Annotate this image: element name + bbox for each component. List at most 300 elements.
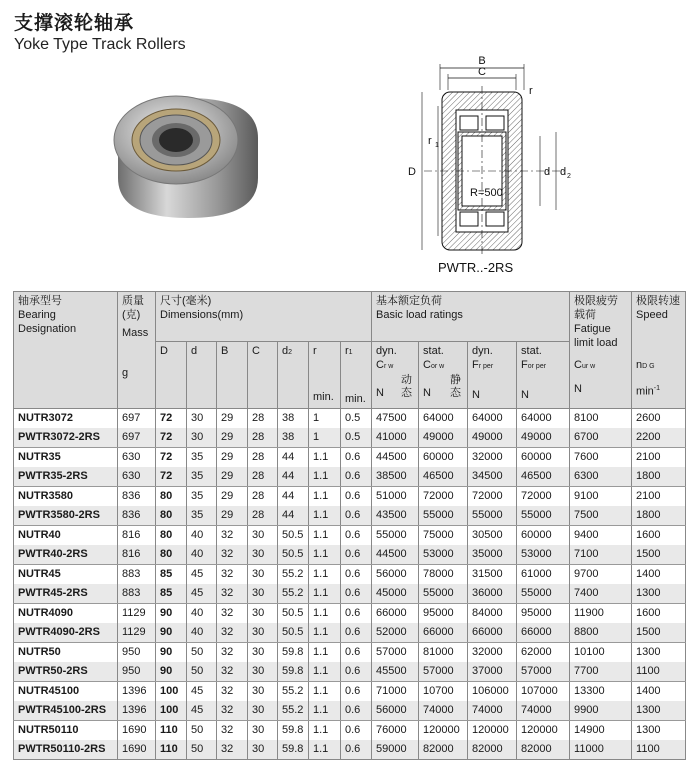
table-row <box>14 701 686 721</box>
table-cell: 7100 <box>570 545 632 565</box>
table-cell: 55.2 <box>278 682 309 702</box>
table-cell: 82000 <box>419 740 468 760</box>
table-cell: PWTR50-2RS <box>14 662 118 682</box>
table-cell: 9700 <box>570 565 632 585</box>
table-cell: 836 <box>118 487 156 507</box>
table-cell: 46500 <box>517 467 570 487</box>
table-cell: 50.5 <box>278 604 309 624</box>
table-cell: 0.6 <box>341 643 372 663</box>
table-cell: 74000 <box>517 701 570 721</box>
table-cell: 52000 <box>372 623 419 643</box>
col-fatigue: 极限疲劳 载荷 Fatigue limit load Cur w N <box>570 292 632 409</box>
table-cell: 9100 <box>570 487 632 507</box>
svg-text:B: B <box>478 55 486 67</box>
table-cell: 80 <box>156 526 187 546</box>
table-cell: 2100 <box>632 448 686 468</box>
svg-text:1: 1 <box>435 142 439 149</box>
table-cell: 120000 <box>468 721 517 741</box>
table-cell: 32000 <box>468 643 517 663</box>
table-cell: 32 <box>217 584 248 604</box>
table-cell: 80 <box>156 545 187 565</box>
table-cell: 57000 <box>372 643 419 663</box>
table-cell: 31500 <box>468 565 517 585</box>
table-cell: NUTR4090 <box>14 604 118 624</box>
table-cell: 0.6 <box>341 565 372 585</box>
diagram-caption: PWTR..-2RS <box>438 260 514 275</box>
table-cell: 50.5 <box>278 545 309 565</box>
table-cell: 66000 <box>419 623 468 643</box>
table-cell: 30 <box>248 545 278 565</box>
table-cell: 44 <box>278 487 309 507</box>
table-cell: 45500 <box>372 662 419 682</box>
table-cell: 59.8 <box>278 643 309 663</box>
table-cell: 8100 <box>570 409 632 429</box>
table-cell: 59.8 <box>278 721 309 741</box>
table-cell: 90 <box>156 662 187 682</box>
table-cell: 60000 <box>419 448 468 468</box>
table-cell: 1.1 <box>309 740 341 760</box>
table-cell: 30 <box>248 604 278 624</box>
table-cell: 7600 <box>570 448 632 468</box>
table-cell: 55000 <box>517 506 570 526</box>
table-cell: 1600 <box>632 526 686 546</box>
table-cell: 82000 <box>517 740 570 760</box>
table-cell: 28 <box>248 448 278 468</box>
table-cell: 50.5 <box>278 623 309 643</box>
table-cell: 0.6 <box>341 662 372 682</box>
table-cell: 950 <box>118 662 156 682</box>
table-cell: 0.6 <box>341 721 372 741</box>
table-cell: 14900 <box>570 721 632 741</box>
table-row <box>14 526 686 546</box>
table-cell: 1400 <box>632 565 686 585</box>
table-cell: 110 <box>156 740 187 760</box>
table-cell: 1690 <box>118 740 156 760</box>
table-cell: 100 <box>156 682 187 702</box>
table-cell: 0.6 <box>341 526 372 546</box>
table-cell: 35 <box>187 448 217 468</box>
table-cell: 40 <box>187 526 217 546</box>
table-cell: 30 <box>248 565 278 585</box>
table-cell: 28 <box>248 487 278 507</box>
col-crw: dyn. Cr w 动 N 态 <box>372 342 419 409</box>
table-cell: 59000 <box>372 740 419 760</box>
table-cell: 32 <box>217 721 248 741</box>
table-cell: 61000 <box>517 565 570 585</box>
table-cell: 45 <box>187 701 217 721</box>
table-cell: 40 <box>187 545 217 565</box>
table-cell: 55000 <box>372 526 419 546</box>
table-cell: 85 <box>156 565 187 585</box>
table-cell: 2200 <box>632 428 686 448</box>
table-cell: 74000 <box>468 701 517 721</box>
col-speed: 极限转速 Speed nD G $\min^{-1}$ <box>632 292 686 409</box>
table-cell: 29 <box>217 467 248 487</box>
table-cell: 32 <box>217 701 248 721</box>
table-cell: 28 <box>248 428 278 448</box>
table-cell: 44500 <box>372 545 419 565</box>
table-cell: 35 <box>187 467 217 487</box>
table-cell: 1.1 <box>309 448 341 468</box>
table-cell: 1 <box>309 409 341 429</box>
table-cell: 816 <box>118 545 156 565</box>
table-cell: 30500 <box>468 526 517 546</box>
table-cell: 72 <box>156 409 187 429</box>
table-row <box>14 721 686 741</box>
table-cell: 29 <box>217 409 248 429</box>
table-cell: 30 <box>248 623 278 643</box>
table-cell: 1.1 <box>309 526 341 546</box>
table-cell: 44 <box>278 467 309 487</box>
table-cell: 72000 <box>468 487 517 507</box>
table-cell: 2600 <box>632 409 686 429</box>
col-d2: d2 <box>278 342 309 409</box>
table-cell: 1.1 <box>309 662 341 682</box>
table-cell: 1129 <box>118 604 156 624</box>
table-cell: PWTR4090-2RS <box>14 623 118 643</box>
table-cell: 30 <box>187 428 217 448</box>
table-row <box>14 584 686 604</box>
col-D: D <box>156 342 187 409</box>
table-cell: 90 <box>156 643 187 663</box>
col-frper: dyn. Fr per N <box>468 342 517 409</box>
table-cell: 55000 <box>468 506 517 526</box>
table-cell: 82000 <box>468 740 517 760</box>
table-cell: 38 <box>278 409 309 429</box>
table-cell: 45 <box>187 565 217 585</box>
table-cell: 1500 <box>632 545 686 565</box>
col-r1: r1 min. <box>341 342 372 409</box>
table-cell: 81000 <box>419 643 468 663</box>
col-corw: stat. Cor w 静 N 态 <box>419 342 468 409</box>
table-cell: 1.1 <box>309 545 341 565</box>
table-cell: 64000 <box>419 409 468 429</box>
table-cell: 50 <box>187 740 217 760</box>
table-cell: 106000 <box>468 682 517 702</box>
table-cell: 59.8 <box>278 662 309 682</box>
table-cell: 72 <box>156 467 187 487</box>
table-cell: 35 <box>187 506 217 526</box>
table-cell: 28 <box>248 506 278 526</box>
table-cell: NUTR3072 <box>14 409 118 429</box>
table-cell: 28 <box>248 467 278 487</box>
table-cell: 11000 <box>570 740 632 760</box>
table-cell: 100 <box>156 701 187 721</box>
table-cell: NUTR50110 <box>14 721 118 741</box>
table-cell: 32000 <box>468 448 517 468</box>
table-cell: 630 <box>118 467 156 487</box>
table-cell: 0.6 <box>341 584 372 604</box>
table-cell: 66000 <box>372 604 419 624</box>
table-cell: 40 <box>187 623 217 643</box>
table-cell: 50 <box>187 643 217 663</box>
svg-text:D: D <box>408 166 416 178</box>
table-cell: 28 <box>248 409 278 429</box>
table-cell: 32 <box>217 682 248 702</box>
table-cell: 30 <box>248 740 278 760</box>
table-cell: 37000 <box>468 662 517 682</box>
table-row <box>14 662 686 682</box>
table-cell: NUTR40 <box>14 526 118 546</box>
table-cell: 56000 <box>372 701 419 721</box>
table-cell: 8800 <box>570 623 632 643</box>
table-cell: PWTR40-2RS <box>14 545 118 565</box>
table-cell: 55000 <box>419 506 468 526</box>
svg-text:r: r <box>428 135 432 147</box>
table-cell: 72 <box>156 448 187 468</box>
table-cell: 60000 <box>517 448 570 468</box>
table-cell: 32 <box>217 740 248 760</box>
table-cell: 1.1 <box>309 604 341 624</box>
table-cell: 45 <box>187 584 217 604</box>
table-cell: 38 <box>278 428 309 448</box>
table-cell: NUTR45100 <box>14 682 118 702</box>
table-cell: 66000 <box>468 623 517 643</box>
svg-text:R=500: R=500 <box>470 187 503 199</box>
table-cell: 11900 <box>570 604 632 624</box>
table-cell: 0.6 <box>341 487 372 507</box>
table-row <box>14 682 686 702</box>
cross-section-diagram <box>404 50 594 260</box>
table-cell: 1400 <box>632 682 686 702</box>
table-cell: 6300 <box>570 467 632 487</box>
table-cell: 36000 <box>468 584 517 604</box>
table-cell: 0.5 <box>341 428 372 448</box>
table-cell: 107000 <box>517 682 570 702</box>
table-cell: 697 <box>118 428 156 448</box>
table-cell: 35000 <box>468 545 517 565</box>
col-d: d <box>187 342 217 409</box>
table-cell: 0.6 <box>341 467 372 487</box>
table-cell: 55.2 <box>278 565 309 585</box>
table-cell: 38500 <box>372 467 419 487</box>
svg-text:d: d <box>560 166 567 178</box>
table-cell: NUTR45 <box>14 565 118 585</box>
table-cell: 56000 <box>372 565 419 585</box>
table-row <box>14 604 686 624</box>
table-cell: 950 <box>118 643 156 663</box>
table-cell: 0.6 <box>341 740 372 760</box>
table-cell: 55000 <box>517 584 570 604</box>
table-cell: 120000 <box>517 721 570 741</box>
svg-text:2: 2 <box>567 173 571 180</box>
table-cell: PWTR35-2RS <box>14 467 118 487</box>
table-cell: 44500 <box>372 448 419 468</box>
table-cell: 1.1 <box>309 467 341 487</box>
table-cell: 57000 <box>419 662 468 682</box>
table-cell: 51000 <box>372 487 419 507</box>
table-cell: 64000 <box>468 409 517 429</box>
table-cell: 1.1 <box>309 682 341 702</box>
table-row <box>14 467 686 487</box>
table-cell: 30 <box>248 662 278 682</box>
table-cell: 30 <box>187 409 217 429</box>
table-cell: 13300 <box>570 682 632 702</box>
table-row <box>14 623 686 643</box>
table-cell: 1 <box>309 428 341 448</box>
table-cell: 45000 <box>372 584 419 604</box>
col-designation: 轴承型号 Bearing Designation <box>14 292 118 409</box>
table-cell: 34500 <box>468 467 517 487</box>
table-cell: 57000 <box>517 662 570 682</box>
table-cell: 7700 <box>570 662 632 682</box>
table-cell: 1300 <box>632 584 686 604</box>
table-cell: 883 <box>118 565 156 585</box>
table-cell: NUTR3580 <box>14 487 118 507</box>
table-cell: 32 <box>217 623 248 643</box>
table-cell: 44 <box>278 448 309 468</box>
table-cell: 29 <box>217 428 248 448</box>
table-cell: 32 <box>217 545 248 565</box>
table-cell: 0.6 <box>341 448 372 468</box>
table-cell: 32 <box>217 526 248 546</box>
table-cell: 836 <box>118 506 156 526</box>
table-cell: 78000 <box>419 565 468 585</box>
table-cell: 53000 <box>517 545 570 565</box>
table-cell: 6700 <box>570 428 632 448</box>
table-cell: 90 <box>156 623 187 643</box>
table-cell: 32 <box>217 604 248 624</box>
table-cell: 55.2 <box>278 584 309 604</box>
col-mass: 质量 (克) Mass g <box>118 292 156 409</box>
table-cell: 95000 <box>419 604 468 624</box>
page-title-en: Yoke Type Track Rollers <box>14 36 186 53</box>
table-cell: 80 <box>156 506 187 526</box>
table-cell: 1129 <box>118 623 156 643</box>
table-row <box>14 545 686 565</box>
table-cell: 110 <box>156 721 187 741</box>
table-cell: 1100 <box>632 662 686 682</box>
table-cell: 50 <box>187 662 217 682</box>
table-cell: 44 <box>278 506 309 526</box>
table-cell: 10700 <box>419 682 468 702</box>
table-cell: 0.6 <box>341 701 372 721</box>
table-cell: 1300 <box>632 721 686 741</box>
table-cell: PWTR45100-2RS <box>14 701 118 721</box>
table-cell: 55.2 <box>278 701 309 721</box>
table-cell: 55000 <box>419 584 468 604</box>
table-cell: 72000 <box>419 487 468 507</box>
bearing-photo <box>88 78 288 238</box>
table-cell: 630 <box>118 448 156 468</box>
table-cell: 10100 <box>570 643 632 663</box>
table-cell: 66000 <box>517 623 570 643</box>
table-cell: 50 <box>187 721 217 741</box>
table-cell: 1800 <box>632 506 686 526</box>
table-cell: 1300 <box>632 701 686 721</box>
table-row <box>14 506 686 526</box>
table-cell: 72 <box>156 428 187 448</box>
svg-text:r: r <box>529 85 533 97</box>
table-cell: 816 <box>118 526 156 546</box>
table-cell: 1396 <box>118 682 156 702</box>
table-cell: PWTR50110-2RS <box>14 740 118 760</box>
table-cell: 2100 <box>632 487 686 507</box>
col-r: r min. <box>309 342 341 409</box>
table-cell: 30 <box>248 721 278 741</box>
table-cell: 32 <box>217 565 248 585</box>
col-C: C <box>248 342 278 409</box>
table-cell: 32 <box>217 662 248 682</box>
table-cell: 71000 <box>372 682 419 702</box>
table-cell: 0.5 <box>341 409 372 429</box>
table-cell: 697 <box>118 409 156 429</box>
table-cell: 0.6 <box>341 545 372 565</box>
col-dimensions: 尺寸(毫米) Dimensions(mm) <box>156 292 372 342</box>
col-load-ratings: 基本额定负荷 Basic load ratings <box>372 292 570 342</box>
table-cell: 85 <box>156 584 187 604</box>
table-row <box>14 428 686 448</box>
table-cell: 30 <box>248 643 278 663</box>
table-cell: 95000 <box>517 604 570 624</box>
col-forper: stat. For per N <box>517 342 570 409</box>
table-cell: 1300 <box>632 643 686 663</box>
table-cell: 40 <box>187 604 217 624</box>
table-cell: 0.6 <box>341 506 372 526</box>
table-cell: 32 <box>217 643 248 663</box>
table-cell: 84000 <box>468 604 517 624</box>
table-cell: 9900 <box>570 701 632 721</box>
table-cell: 30 <box>248 584 278 604</box>
table-cell: 0.6 <box>341 623 372 643</box>
table-cell: 64000 <box>517 409 570 429</box>
table-cell: 60000 <box>517 526 570 546</box>
table-cell: 72000 <box>517 487 570 507</box>
table-cell: 47500 <box>372 409 419 429</box>
table-cell: 1.1 <box>309 721 341 741</box>
table-row <box>14 448 686 468</box>
table-cell: 883 <box>118 584 156 604</box>
table-cell: 120000 <box>419 721 468 741</box>
table-row <box>14 487 686 507</box>
table-cell: 1.1 <box>309 487 341 507</box>
table-cell: 1800 <box>632 467 686 487</box>
table-cell: 46500 <box>419 467 468 487</box>
table-cell: 49000 <box>517 428 570 448</box>
table-cell: PWTR45-2RS <box>14 584 118 604</box>
table-cell: 76000 <box>372 721 419 741</box>
table-cell: 30 <box>248 701 278 721</box>
table-cell: 1.1 <box>309 643 341 663</box>
table-cell: NUTR35 <box>14 448 118 468</box>
svg-text:C: C <box>478 66 486 78</box>
table-cell: 0.6 <box>341 682 372 702</box>
table-cell: 29 <box>217 487 248 507</box>
table-cell: 1100 <box>632 740 686 760</box>
table-cell: 1.1 <box>309 623 341 643</box>
table-cell: 74000 <box>419 701 468 721</box>
table-cell: 1.1 <box>309 506 341 526</box>
table-cell: 1.1 <box>309 701 341 721</box>
table-cell: 29 <box>217 506 248 526</box>
table-cell: 41000 <box>372 428 419 448</box>
table-cell: 90 <box>156 604 187 624</box>
table-cell: 49000 <box>468 428 517 448</box>
table-row <box>14 740 686 760</box>
table-cell: 45 <box>187 682 217 702</box>
table-cell: 43500 <box>372 506 419 526</box>
table-cell: PWTR3072-2RS <box>14 428 118 448</box>
table-cell: 30 <box>248 682 278 702</box>
table-row <box>14 565 686 585</box>
table-row <box>14 409 686 429</box>
table-cell: 1500 <box>632 623 686 643</box>
table-cell: 1.1 <box>309 565 341 585</box>
svg-text:d: d <box>544 166 551 178</box>
table-cell: 80 <box>156 487 187 507</box>
table-cell: 29 <box>217 448 248 468</box>
table-cell: 1.1 <box>309 584 341 604</box>
